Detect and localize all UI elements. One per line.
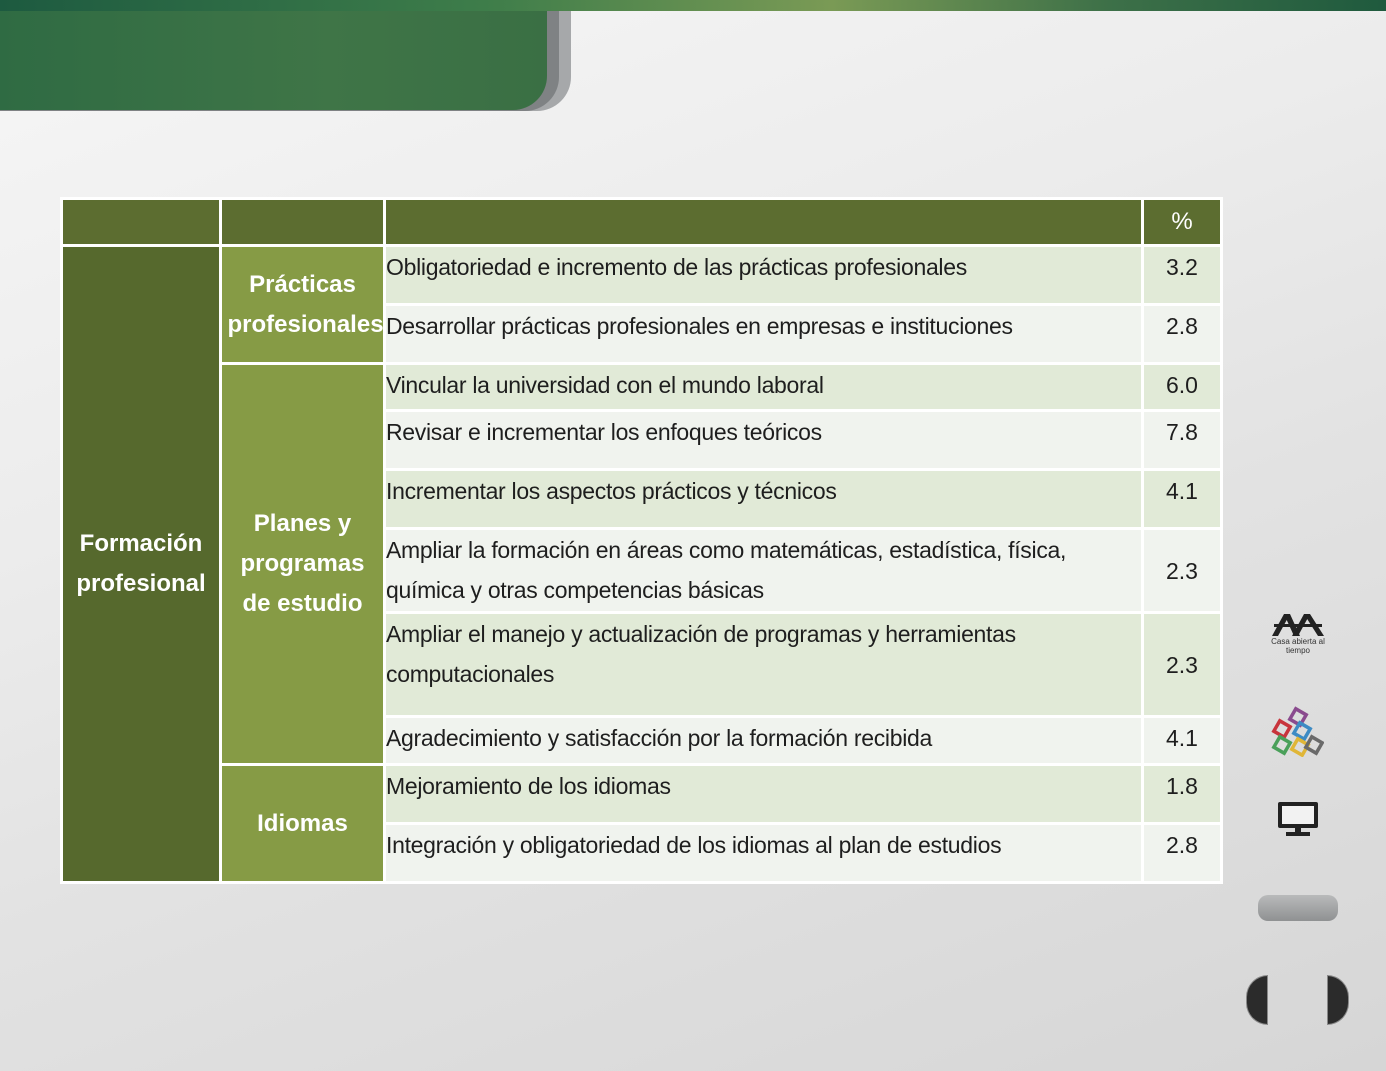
group-label: Idiomas [257, 809, 348, 837]
row-description: Mejoramiento de los idiomas [385, 765, 1143, 824]
row-percent: 2.3 [1143, 529, 1222, 613]
row-description: Obligatoriedad e incremento de las prácticas profesionales [385, 246, 1143, 305]
header-cell-group [221, 199, 385, 246]
row-percent: 6.0 [1143, 364, 1222, 411]
group-cell-practicas [221, 246, 385, 364]
row-percent: 2.8 [1143, 305, 1222, 364]
row-description: Integración y obligatoriedad de los idiomas al plan de estudios [385, 824, 1143, 883]
header-cell-category [62, 199, 221, 246]
row-percent: 2.8 [1143, 824, 1222, 883]
table-row [62, 765, 1222, 824]
previous-slide-icon[interactable] [1246, 975, 1268, 1025]
row-percent: 2.3 [1143, 613, 1222, 717]
row-description: Ampliar el manejo y actualización de programas y herramientas computacionales [385, 613, 1143, 717]
group-cell-planes [221, 364, 385, 765]
uam-logo-icon[interactable] [1270, 612, 1326, 638]
row-description: Desarrollar prácticas profesionales en empresas e instituciones [385, 305, 1143, 364]
group-cell-idiomas [221, 765, 385, 883]
header-cell-percent: % [1143, 199, 1222, 246]
table-row [62, 364, 1222, 411]
category-cell [62, 246, 221, 883]
next-slide-icon[interactable] [1327, 975, 1349, 1025]
row-percent: 4.1 [1143, 470, 1222, 529]
row-description: Ampliar la formación en áreas como matemáticas, estadística, física, química y otras competencias básicas [385, 529, 1143, 613]
row-percent: 1.8 [1143, 765, 1222, 824]
row-description: Revisar e incrementar los enfoques teóricos [385, 411, 1143, 470]
title-header-panel [0, 11, 547, 110]
category-label: Formación profesional [76, 530, 206, 597]
row-percent: 3.2 [1143, 246, 1222, 305]
table-row [62, 246, 1222, 305]
row-percent: 7.8 [1143, 411, 1222, 470]
menu-pill-button[interactable] [1258, 895, 1338, 921]
logo-tagline: Casa abierta al tiempo [1271, 637, 1325, 655]
colored-shapes-icon[interactable] [1270, 705, 1324, 757]
monitor-icon[interactable] [1276, 800, 1320, 838]
row-description: Agradecimiento y satisfacción por la formación recibida [385, 717, 1143, 765]
row-description: Incrementar los aspectos prácticos y técnicos [385, 470, 1143, 529]
table-header-row [62, 199, 1222, 246]
row-description: Vincular la universidad con el mundo laboral [385, 364, 1143, 411]
group-label: Prácticas profesionales [227, 270, 384, 338]
results-table [60, 197, 1223, 884]
top-accent-bar [0, 0, 1386, 11]
row-percent: 4.1 [1143, 717, 1222, 765]
group-label: Planes y programas de estudio [240, 510, 365, 617]
header-cell-description [385, 199, 1143, 246]
